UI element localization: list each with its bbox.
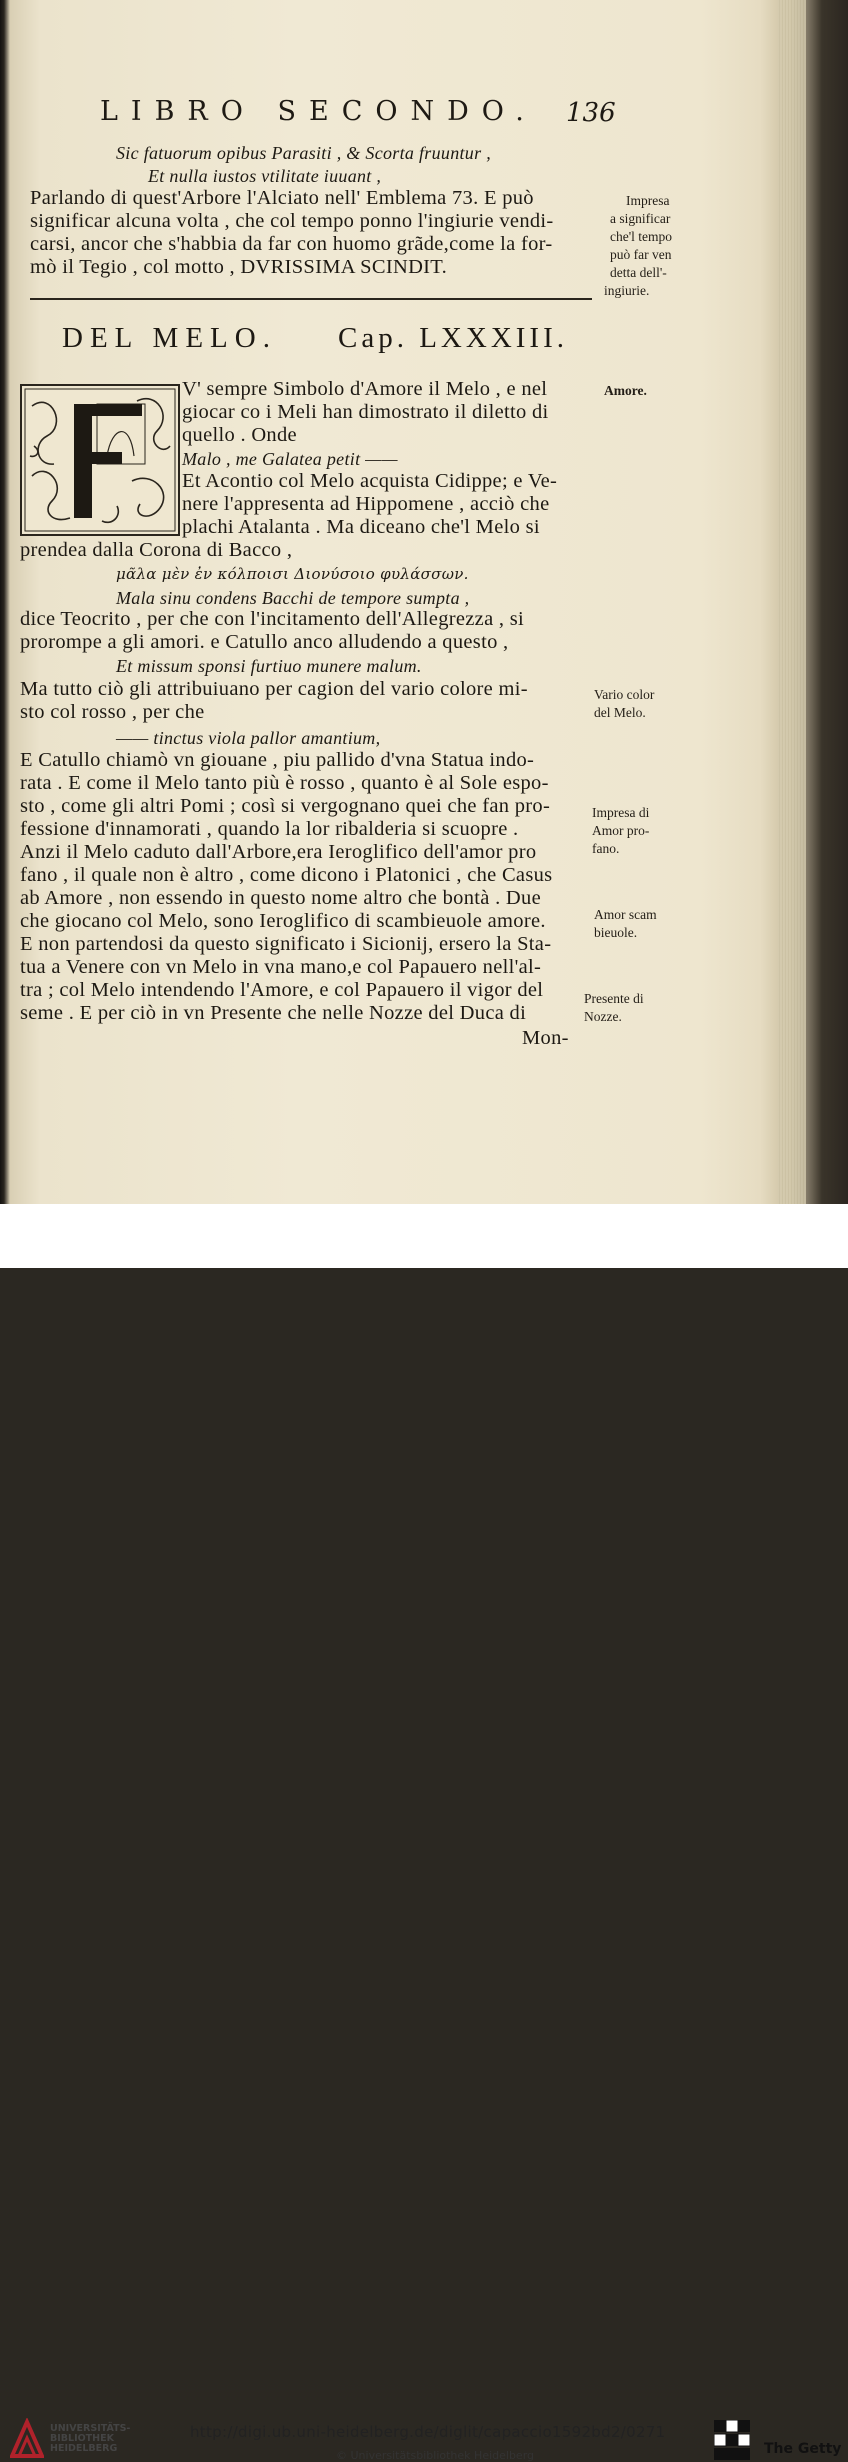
margin-note: Presente di	[584, 991, 644, 1006]
text-line: nere l'appresenta ad Hippomene , acciò che	[182, 493, 550, 515]
text-line: prendea dalla Corona di Bacco ,	[20, 539, 293, 561]
text-line: rata . E come il Melo tanto più è rosso , quanto è al Sole espo-	[20, 772, 549, 794]
margin-note: a significar	[610, 211, 671, 226]
text-line: carsi, ancor che s'habbia da far con huomo grãde,come la for-	[30, 233, 553, 255]
bleed-through	[560, 130, 780, 150]
text-line: Et Acontio col Melo acquista Cidippe; e Ve-	[182, 470, 558, 492]
text-line: plachi Atalanta . Ma diceano che'l Melo si	[182, 516, 540, 538]
greek-line: μᾶλα μὲν ἐν κόλποισι Διονύσοιο φυλάσσων.	[116, 565, 469, 583]
decorated-initial	[20, 384, 180, 536]
verse-line: Et missum sponsi furtiuo munere malum.	[116, 656, 422, 676]
margin-note: fano.	[592, 841, 620, 856]
library-name: UNIVERSITÄTS- BIBLIOTHEK HEIDELBERG	[50, 2423, 131, 2454]
text-line: Ma tutto ciò gli attribuiuano per cagion del vario colore mi-	[20, 678, 528, 700]
text-line: Parlando di quest'Arbore l'Alciato nell' Emblema 73. E può	[30, 187, 534, 209]
text-line: V' sempre Simbolo d'Amore il Melo , e nel	[182, 378, 548, 400]
verse-line: Malo , me Galatea petit ——	[182, 449, 398, 469]
catchword: Mon-	[522, 1027, 569, 1049]
verse-line: Et nulla iustos vtilitate iuuant ,	[148, 166, 382, 186]
text-line: prorompe a gli amori. e Catullo anco alludendo a questo ,	[20, 631, 509, 653]
getty-logo-icon	[714, 2420, 750, 2462]
margin-note: Impresa di	[592, 805, 650, 820]
text-line: fessione d'innamorati , quando la lor ribalderia si scuopre .	[20, 818, 519, 840]
text-line: giocar co i Meli han dimostrato il diletto di	[182, 401, 549, 423]
text-line: Anzi il Melo caduto dall'Arbore,era Ieroglifico dell'amor pro	[20, 841, 537, 863]
text-line: fano , il quale non è altro , come dicono i Platonici , che Casus	[20, 864, 553, 886]
copyright: © Universitätsbibliothek Heidelberg	[336, 2449, 535, 2462]
margin-note: ingiurie.	[604, 283, 650, 298]
text-line: dice Teocrito , per che con l'incitamento dell'Allegrezza , si	[20, 608, 525, 630]
text-line: sto , come gli altri Pomi ; così si vergognano quei che fan pro-	[20, 795, 551, 817]
margin-note: Amore.	[604, 383, 647, 398]
verse-line: Sic fatuorum opibus Parasiti , & Scorta fruuntur ,	[116, 143, 492, 163]
library-logo-icon	[10, 2418, 44, 2458]
text-line: E Catullo chiamò vn giouane , piu pallido d'vna Statua indo-	[20, 749, 535, 771]
text-line: seme . E per ciò in vn Presente che nelle Nozze del Duca di	[20, 1002, 527, 1024]
text-line: E non partendosi da questo significato i Sicionij, ersero la Sta-	[20, 933, 552, 955]
text-line: tra ; col Melo intendendo l'Amore, e col Papauero il vigor del	[20, 979, 544, 1001]
text-line: mò il Tegio , col motto , DVRISSIMA SCINDIT.	[30, 256, 448, 278]
margin-note: può far ven	[610, 247, 672, 262]
margin-note: detta dell'-	[610, 265, 667, 280]
margin-note: Amor scam	[594, 907, 657, 922]
margin-note: bieuole.	[594, 925, 638, 940]
text-line: significar alcuna volta , che col tempo ponno l'ingiurie vendi-	[30, 210, 554, 232]
permalink[interactable]: http://digi.ub.uni-heidelberg.de/diglit/capaccio1592bd2/0271	[190, 2423, 666, 2441]
chapter-number: Cap. LXXXIII.	[338, 322, 568, 354]
running-head: LIBRO SECONDO.	[100, 96, 537, 127]
text-line: sto col rosso , per che	[20, 701, 205, 723]
scanned-page	[0, 0, 848, 1204]
viewer-footer	[0, 1204, 848, 2462]
margin-note: Vario color	[594, 687, 655, 702]
verse-line: Mala sinu condens Bacchi de tempore sumpta ,	[116, 588, 470, 608]
getty-label: The Getty	[764, 2441, 842, 2457]
text-line: che giocano col Melo, sono Ieroglifico di scambieuole amore.	[20, 910, 546, 932]
margin-note: Amor pro-	[592, 823, 650, 838]
margin-note: Nozze.	[584, 1009, 622, 1024]
margin-note: Impresa	[626, 193, 670, 208]
chapter-title: DEL MELO.	[62, 322, 277, 354]
verse-line: —— tinctus viola pallor amantium,	[116, 728, 381, 748]
page-number: 136	[566, 98, 616, 128]
ornament-icon	[22, 386, 178, 534]
text-line: tua a Venere con vn Melo in vna mano,e col Papauero nell'al-	[20, 956, 542, 978]
margin-note: del Melo.	[594, 705, 646, 720]
text-line: quello . Onde	[182, 424, 297, 446]
margin-note: che'l tempo	[610, 229, 673, 244]
section-rule	[30, 298, 592, 300]
text-line: ab Amore , non essendo in questo nome altro che bontà . Due	[20, 887, 541, 909]
page-edge	[778, 0, 806, 1204]
